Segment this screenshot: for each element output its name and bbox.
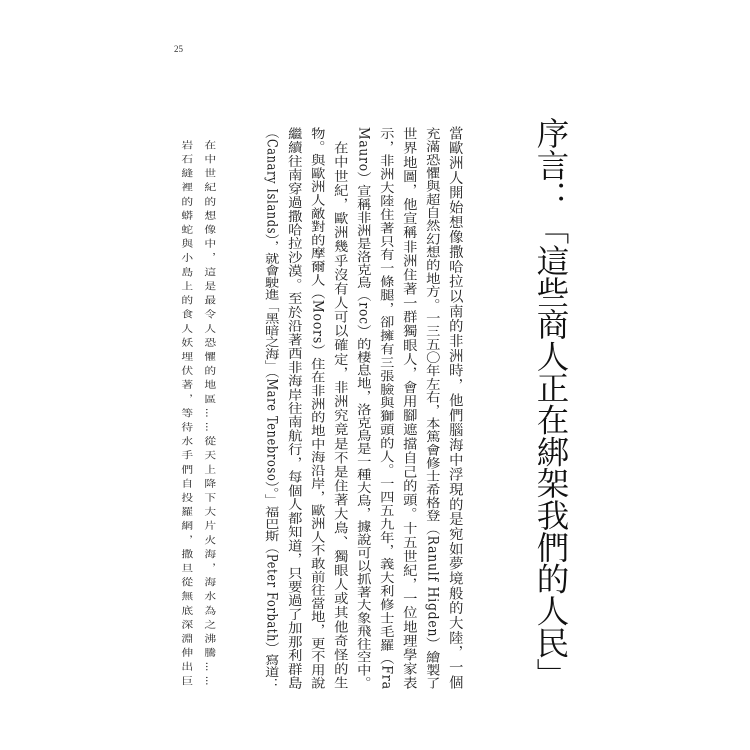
body-column: 繼續往南穿過撒哈拉沙漠。至於沿著西非海岸往南航行，每個人都知道，只要過了加那利群島 [286,127,303,691]
quote-column: 岩石縫裡的蟒蛇與小島上的食人妖埋伏著，等待水手們自投羅網，撒旦從無底深淵伸出巨 [179,140,194,691]
body-column: Mauro）宣稱非洲是洛克鳥（roc）的棲息地，洛克鳥是一種大鳥，據說可以抓著大象飛往空中。 [355,127,372,690]
quote-column: 在中世紀的想像中，這是最令人恐懼的地區……從天上降下大片火海，海水為之沸騰…… [202,140,217,691]
chapter-title: 序言：「這些商人正在綁架我們的人民」 [532,117,570,691]
page-number: 25 [174,44,183,54]
body-column: 物。與歐洲人敵對的摩爾人（Moors）住在非洲的地中海沿岸，歐洲人不敢前往當地，更不用說 [309,127,326,690]
body-column: 當歐洲人開始想像撒哈拉以南的非洲時，他們腦海中浮現的是宛如夢境般的大陸，一個 [447,126,464,690]
body-column: 在中世紀，歐洲幾乎沒有人可以確定，非洲究竟是不是住著大鳥、獨眼人或其他奇怪的生 [332,141,349,691]
body-column: 充滿恐懼與超自然幻想的地方。一三五〇年左右，本篤會修士希格登（Ranulf Higden）繪製了 [424,127,441,691]
body-column: 世界地圖，他宣稱非洲住著一群獨眼人，會用腳遮擋自己的頭。十五世紀，一位地理學家表 [401,127,418,691]
body-column: 示，非洲大陸住著只有一條腿，卻擁有三張臉與獅頭的人。一四五九年，義大利修士毛羅（Fra [378,127,395,690]
body-column: （Canary Islands），就會駛進「黑暗之海」（Mare Tenebroso）。」福巴斯（Peter Forbath）寫道： [263,127,280,690]
